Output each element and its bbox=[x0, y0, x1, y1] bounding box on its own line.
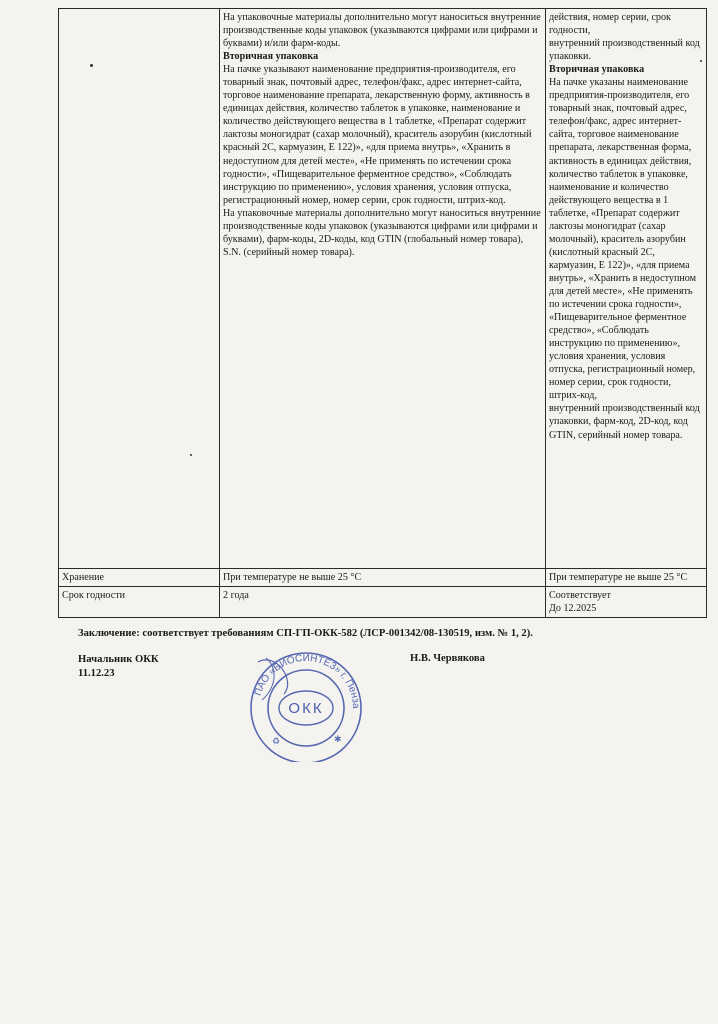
signature-name: Н.В. Червякова bbox=[410, 653, 485, 664]
packaging-result-cell bbox=[546, 9, 707, 569]
spec-table bbox=[58, 8, 707, 618]
res-paragraph: На пачке указаны наименование предприятия-производителя, его товарный знак, почтовый адрес, телефон/факс, адрес интернет-сайта, торговое наименование препарата, лекарственная форма, активность в единицах действия, количество таблеток в упаковке, наименование и количество действующего вещества в 1 таблетке, «Препарат содержит лактозы моногидрат (сахар молочный), краситель азорубин (кислотный красный 2С, кармуазин, Е 122)», «для приема внутрь», «Хранить в недоступном для детей месте», «Не применять по истечении срока годности», «Пищеварительное ферментное средство», «Соблюдать инструкцию по применению», условия хранения, условия отпуска, регистрационный номер, номер серии, срок годности, штрих-код, bbox=[549, 77, 697, 402]
res-paragraph: действия, номер серии, срок годности, bbox=[549, 12, 671, 37]
shelf-life-result-line2: До 12.2025 bbox=[549, 603, 597, 615]
req-paragraph: На пачке указывают наименование предприятия-производителя, его товарный знак, почтовый адрес, телефон/факс, адрес интернет-сайта, торговое наименование препарата, лекарственную форму, активность в единицах действия, количество таблеток в упаковке, наименование и количество действующего вещества в 1 таблетке, «Препарат содержит лактозы моногидрат (сахар молочный), краситель азорубин (кислотный красный 2С, кармуазин, Е 122)», «для приема внутрь», «Хранить в недоступном для детей месте», «Не применять по истечении срока годности», «Пищеварительное ферментное средство», «Соблюдать инструкцию по применению», условия хранения, условия отпуска, регистрационный номер, номер серии, срок годности, штрих-код. bbox=[223, 64, 532, 206]
req-paragraph: На упаковочные материалы дополнительно могут наноситься внутренние производственные коды упаковок (указываются цифрами или цифрами и буквами) и/или фарм-коды. bbox=[223, 12, 541, 50]
shelf-life-requirement: 2 года bbox=[220, 587, 546, 618]
signature-block bbox=[78, 653, 159, 681]
stamp-star-icon: ✱ bbox=[334, 734, 342, 744]
storage-label: Хранение bbox=[59, 569, 220, 587]
stamp-ring-textpath: ПАО «БИОСИНТЕЗ» г. Пенза bbox=[252, 652, 362, 709]
packaging-requirement-cell bbox=[220, 9, 546, 569]
storage-requirement: При температуре не выше 25 °С bbox=[220, 569, 546, 587]
conclusion: Заключение: соответствует требованиям СП-ГП-ОКК-582 (ЛСР-001342/08-130519, изм. № 1, 2). bbox=[78, 628, 533, 639]
scan-speck bbox=[90, 64, 93, 67]
res-heading-secondary: Вторичная упаковка bbox=[549, 64, 645, 76]
stamp-center-text: ОКК bbox=[288, 700, 324, 717]
scan-speck bbox=[700, 60, 702, 62]
stamp-recycle-icon: ♻ bbox=[272, 736, 281, 746]
res-paragraph: внутренний производственный код упаковки. bbox=[549, 38, 700, 63]
shelf-life-row bbox=[59, 587, 707, 618]
shelf-life-result bbox=[546, 587, 707, 618]
storage-result: При температуре не выше 25 °С bbox=[546, 569, 707, 587]
signature-position: Начальник ОКК bbox=[78, 654, 159, 665]
shelf-life-result-line1: Соответствует bbox=[549, 590, 611, 602]
scan-speck bbox=[190, 454, 192, 456]
storage-row bbox=[59, 569, 707, 587]
packaging-row bbox=[59, 9, 707, 569]
signature-date: 11.12.23 bbox=[78, 668, 115, 679]
okk-stamp bbox=[236, 650, 376, 762]
packaging-label-cell bbox=[59, 9, 220, 569]
req-paragraph: На упаковочные материалы дополнительно могут наноситься внутренние производственные коды упаковок (указываются цифрами или цифрами и буквами), фарм-коды, 2D-коды, код GTIN (глобальный номер товара), S.N. (серийный номер товара). bbox=[223, 207, 541, 258]
res-paragraph: внутренний производственный код упаковки, фарм-код, 2D-код, код GTIN, серийный номер товара. bbox=[549, 403, 700, 441]
req-heading-secondary: Вторичная упаковка bbox=[223, 51, 319, 63]
shelf-life-label: Срок годности bbox=[59, 587, 220, 618]
